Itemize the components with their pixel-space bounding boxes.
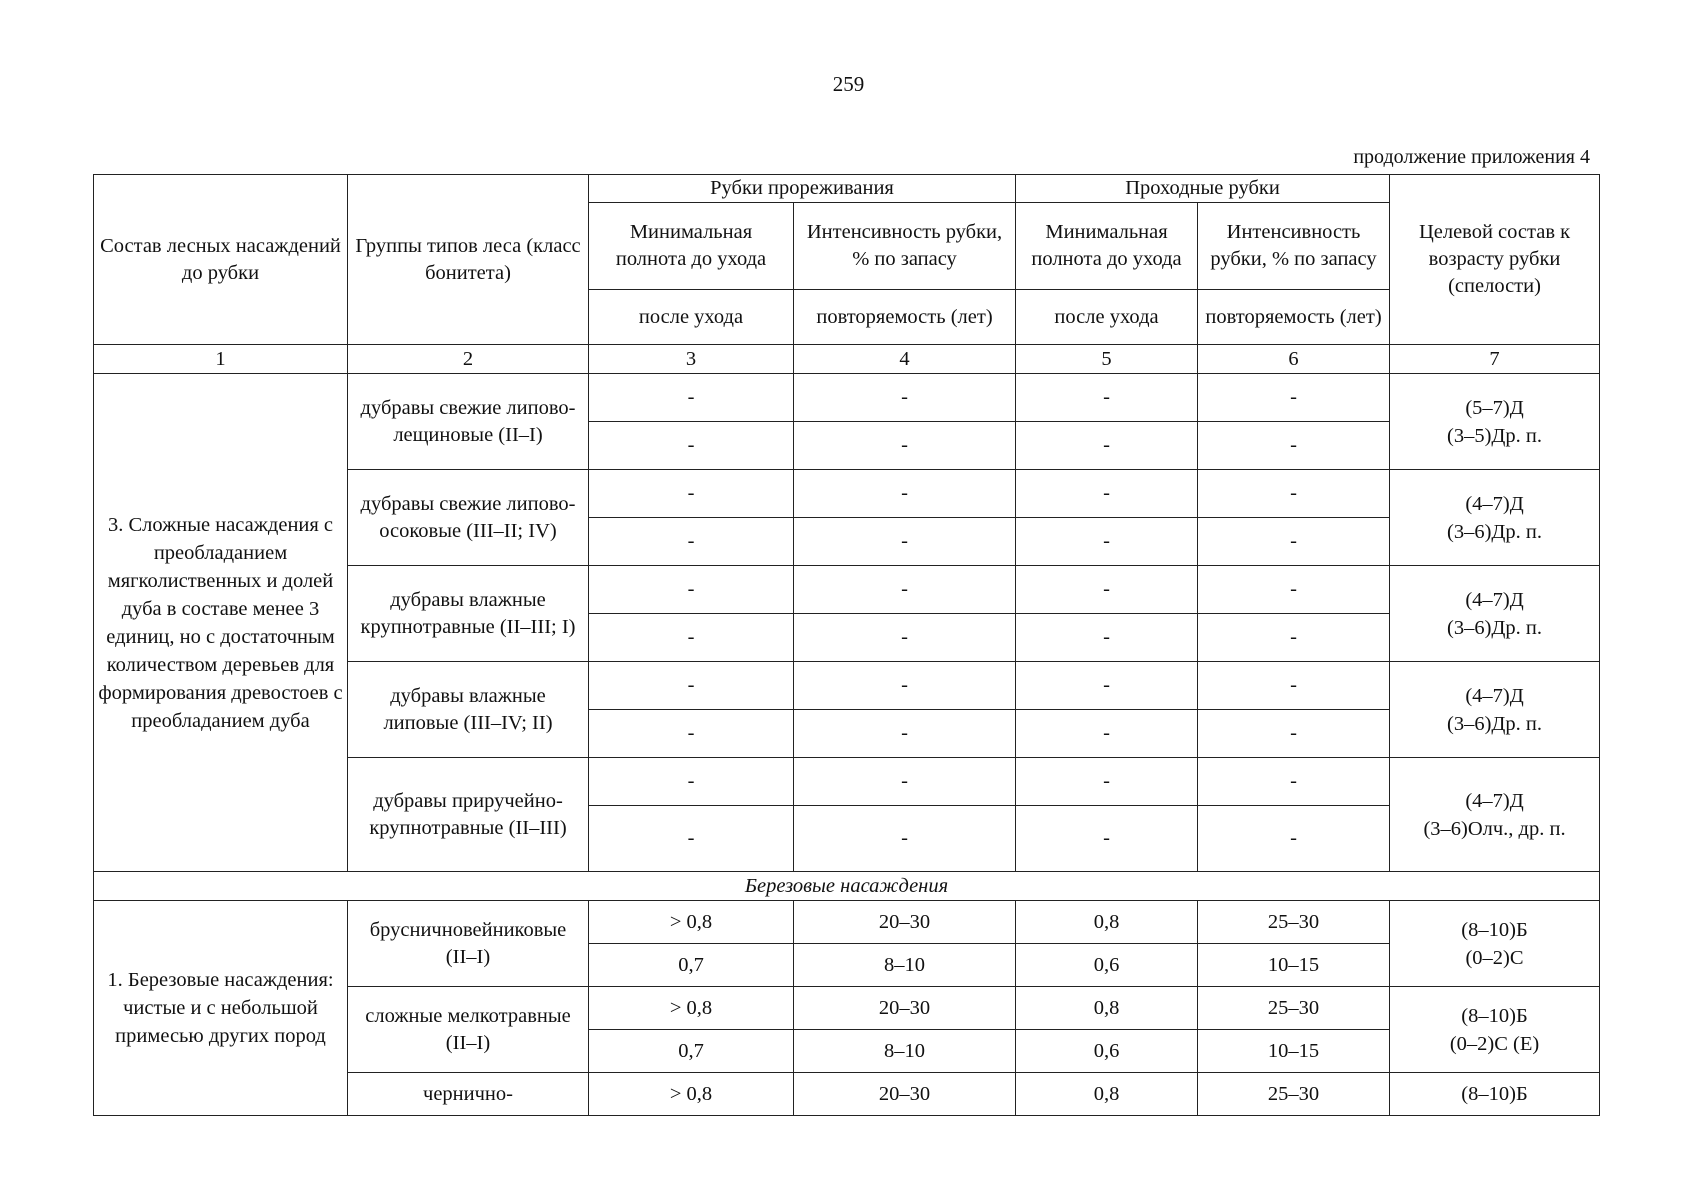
forest-group-cell: дубравы влажные крупнотравные (II–III; I) xyxy=(348,566,589,662)
value-cell: 25–30 xyxy=(1198,987,1390,1030)
table-row xyxy=(94,901,1600,944)
value-cell: - xyxy=(589,566,794,614)
target-line: (5–7)Д xyxy=(1465,396,1524,419)
value-cell: - xyxy=(1198,422,1390,470)
target-line: (0–2)С (Е) xyxy=(1449,1032,1540,1055)
value-cell: - xyxy=(794,518,1016,566)
header-target-composition: Целевой состав к возрасту рубки (спелости) xyxy=(1390,175,1600,345)
value-cell: - xyxy=(1016,806,1198,872)
target-line: (3–6)Др. п. xyxy=(1447,616,1542,639)
page-number: 259 xyxy=(832,72,865,96)
value-cell: 20–30 xyxy=(794,1073,1016,1116)
header-intensity: Интенсивность рубки, % по запасу xyxy=(1198,203,1390,290)
target-composition-cell xyxy=(1390,901,1600,987)
value-cell: 0,6 xyxy=(1016,944,1198,987)
column-number: 4 xyxy=(794,345,1016,374)
value-cell: - xyxy=(589,470,794,518)
value-cell: 8–10 xyxy=(794,1030,1016,1073)
forest-group-cell: брусничновейниковые (II–I) xyxy=(348,901,589,987)
value-cell: - xyxy=(794,374,1016,422)
target-composition-cell xyxy=(1390,987,1600,1073)
value-cell: - xyxy=(589,710,794,758)
forest-group-cell: дубравы свежие липово-лещиновые (II–I) xyxy=(348,374,589,470)
value-cell: - xyxy=(1016,470,1198,518)
value-cell: - xyxy=(794,566,1016,614)
target-line: (4–7)Д xyxy=(1465,492,1524,515)
value-cell: > 0,8 xyxy=(589,1073,794,1116)
target-line: (4–7)Д xyxy=(1465,789,1524,812)
header-intensity: Интенсивность рубки, % по запасу xyxy=(794,203,1016,290)
value-cell: - xyxy=(1198,518,1390,566)
header-min-density: Минимальная полнота до ухода xyxy=(589,203,794,290)
value-cell: - xyxy=(794,614,1016,662)
header-forest-groups: Группы типов леса (класс бонитета) xyxy=(348,175,589,345)
forest-group-cell: дубравы приручейно-крупнотравные (II–III) xyxy=(348,758,589,872)
target-line: (3–5)Др. п. xyxy=(1447,424,1542,447)
header-row xyxy=(94,175,1600,203)
value-cell: - xyxy=(589,374,794,422)
target-composition-cell xyxy=(1390,566,1600,662)
composition-cell: 3. Сложные насаждения с преобладанием мягколиственных и долей дуба в составе менее 3 единиц, но с достаточным количеством деревьев для формирования древостоев с преобладанием дуба xyxy=(94,374,348,872)
forest-care-table xyxy=(93,174,1600,1116)
value-cell: - xyxy=(1198,806,1390,872)
value-cell: - xyxy=(589,614,794,662)
value-cell: 0,7 xyxy=(589,1030,794,1073)
target-line: (4–7)Д xyxy=(1465,684,1524,707)
forest-group-cell: дубравы влажные липовые (III–IV; II) xyxy=(348,662,589,758)
value-cell: - xyxy=(1016,662,1198,710)
value-cell: 0,8 xyxy=(1016,1073,1198,1116)
value-cell: - xyxy=(589,518,794,566)
header-after-care: после ухода xyxy=(589,290,794,345)
value-cell: - xyxy=(1016,758,1198,806)
column-number-row xyxy=(94,345,1600,374)
header-repeat: повторяемость (лет) xyxy=(1198,290,1390,345)
target-composition-cell xyxy=(1390,662,1600,758)
column-number: 1 xyxy=(94,345,348,374)
value-cell: - xyxy=(1016,566,1198,614)
value-cell: - xyxy=(1016,422,1198,470)
target-composition-cell xyxy=(1390,470,1600,566)
value-cell: - xyxy=(1198,758,1390,806)
value-cell: - xyxy=(589,758,794,806)
target-line: (3–6)Олч., др. п. xyxy=(1423,817,1566,840)
value-cell: - xyxy=(1198,470,1390,518)
value-cell: - xyxy=(1016,518,1198,566)
continuation-note: продолжение приложения 4 xyxy=(1353,146,1590,168)
value-cell: 10–15 xyxy=(1198,944,1390,987)
value-cell: > 0,8 xyxy=(589,901,794,944)
value-cell: - xyxy=(1198,566,1390,614)
value-cell: 0,8 xyxy=(1016,987,1198,1030)
value-cell: 20–30 xyxy=(794,901,1016,944)
forest-group-cell: дубравы свежие липово-осоковые (III–II; IV) xyxy=(348,470,589,566)
value-cell: 0,7 xyxy=(589,944,794,987)
target-composition-cell xyxy=(1390,374,1600,470)
column-number: 5 xyxy=(1016,345,1198,374)
value-cell: - xyxy=(1198,662,1390,710)
target-line: (8–10)Б xyxy=(1461,1004,1528,1027)
value-cell: - xyxy=(794,806,1016,872)
header-repeat: повторяемость (лет) xyxy=(794,290,1016,345)
target-line: (8–10)Б xyxy=(1461,918,1528,941)
value-cell: 25–30 xyxy=(1198,1073,1390,1116)
target-composition-cell: (8–10)Б xyxy=(1390,1073,1600,1116)
target-line: (0–2)С xyxy=(1465,946,1524,969)
value-cell: - xyxy=(794,758,1016,806)
column-number: 3 xyxy=(589,345,794,374)
value-cell: - xyxy=(1016,710,1198,758)
column-number: 7 xyxy=(1390,345,1600,374)
value-cell: 25–30 xyxy=(1198,901,1390,944)
value-cell: - xyxy=(1198,614,1390,662)
header-after-care: после ухода xyxy=(1016,290,1198,345)
value-cell: - xyxy=(794,422,1016,470)
target-line: (4–7)Д xyxy=(1465,588,1524,611)
value-cell: - xyxy=(1198,710,1390,758)
section-title-birch: Березовые насаждения xyxy=(94,872,1600,901)
target-composition-cell xyxy=(1390,758,1600,872)
header-composition: Состав лесных насаждений до рубки xyxy=(94,175,348,345)
forest-group-cell: сложные мелкотравные (II–I) xyxy=(348,987,589,1073)
value-cell: > 0,8 xyxy=(589,987,794,1030)
value-cell: - xyxy=(589,662,794,710)
column-number: 6 xyxy=(1198,345,1390,374)
value-cell: - xyxy=(589,422,794,470)
value-cell: - xyxy=(589,806,794,872)
value-cell: - xyxy=(1198,374,1390,422)
header-passage-cuts: Проходные рубки xyxy=(1016,175,1390,203)
value-cell: - xyxy=(1016,374,1198,422)
header-min-density: Минимальная полнота до ухода xyxy=(1016,203,1198,290)
value-cell: 20–30 xyxy=(794,987,1016,1030)
value-cell: - xyxy=(794,662,1016,710)
table-row xyxy=(94,374,1600,422)
value-cell: 8–10 xyxy=(794,944,1016,987)
forest-group-cell: чернично- xyxy=(348,1073,589,1116)
value-cell: - xyxy=(794,470,1016,518)
composition-cell: 1. Березовые насаждения: чистые и с небольшой примесью других пород xyxy=(94,901,348,1116)
header-thinning: Рубки прореживания xyxy=(589,175,1016,203)
value-cell: - xyxy=(1016,614,1198,662)
value-cell: 0,6 xyxy=(1016,1030,1198,1073)
target-line: (3–6)Др. п. xyxy=(1447,712,1542,735)
value-cell: 10–15 xyxy=(1198,1030,1390,1073)
value-cell: 0,8 xyxy=(1016,901,1198,944)
value-cell: - xyxy=(794,710,1016,758)
section-row xyxy=(94,872,1600,901)
target-line: (3–6)Др. п. xyxy=(1447,520,1542,543)
column-number: 2 xyxy=(348,345,589,374)
